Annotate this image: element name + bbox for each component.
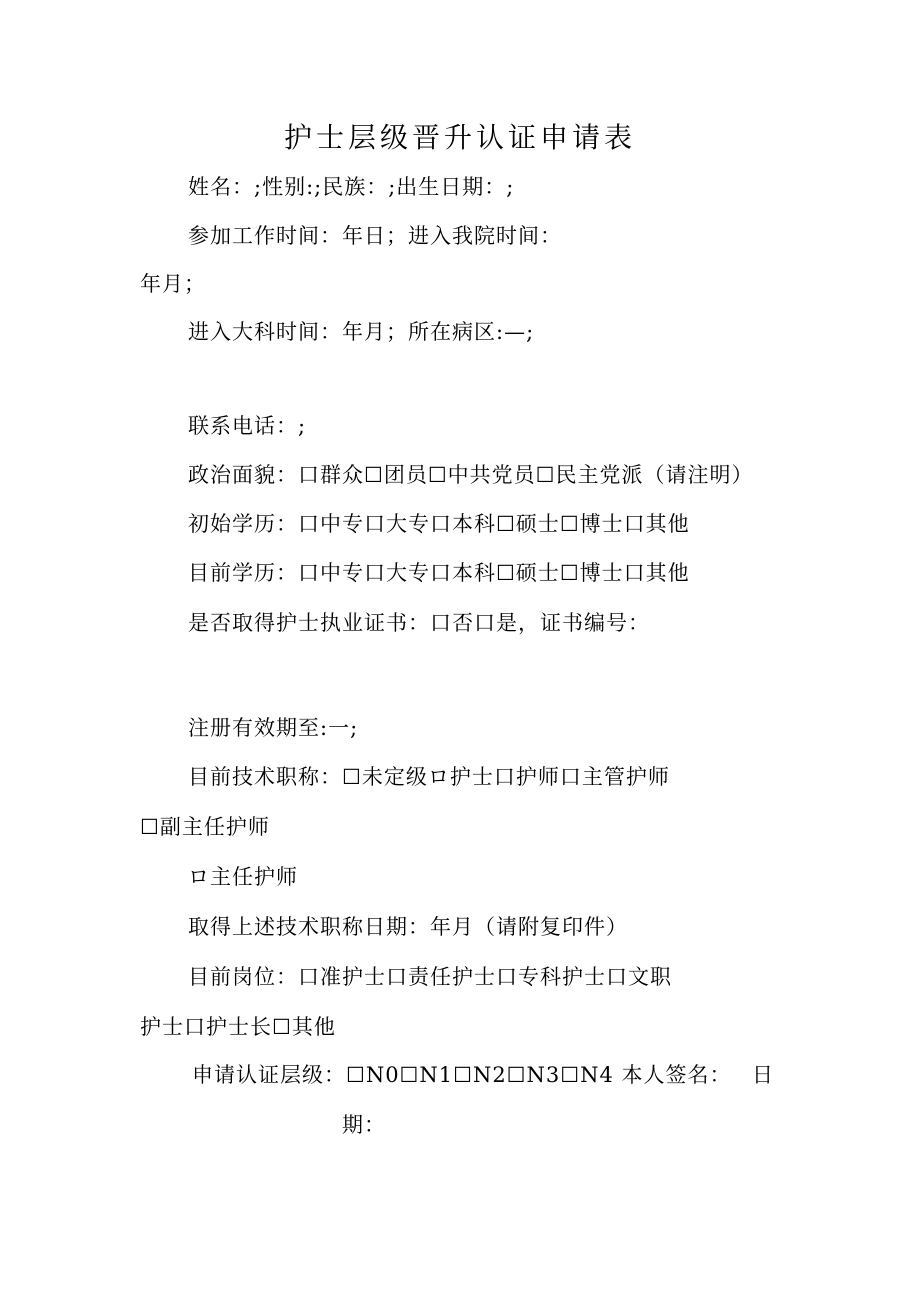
field-current-education: 目前学历：口中专口大专口本科☐硕士☐博士口其他 bbox=[188, 561, 690, 585]
field-department-ward: 进入大科时间：年月；所在病区:—; bbox=[188, 320, 535, 344]
field-title-obtained-date: 取得上述技术职称日期：年月（请附复印件） bbox=[188, 915, 628, 939]
field-technical-title-continuation-2: ロ主任护师 bbox=[188, 865, 298, 889]
field-political-status: 政治面貌：口群众☐团员☐中共党员☐民主党派（请注明） bbox=[188, 463, 754, 487]
field-phone: 联系电话：; bbox=[188, 414, 307, 438]
field-nurse-license: 是否取得护士执业证书：口否口是，证书编号： bbox=[188, 611, 650, 635]
field-initial-education: 初始学历：口中专口大专口本科☐硕士☐博士口其他 bbox=[188, 512, 690, 536]
field-applied-level-signature: 申请认证层级：☐N0☐N1☐N2☐N3☐N4 本人签名： bbox=[192, 1063, 732, 1087]
field-name-gender-ethnicity-birth: 姓名：;性别:;民族：;出生日期：; bbox=[188, 175, 515, 199]
field-technical-title-continuation-1: ☐副主任护师 bbox=[140, 815, 270, 839]
field-date-label-part1: 日 bbox=[752, 1063, 774, 1087]
field-current-position-continuation: 护士口护士长☐其他 bbox=[140, 1015, 336, 1039]
field-hospital-entry-continuation: 年月； bbox=[140, 272, 206, 296]
page-title: 护士层级晋升认证申请表 bbox=[283, 121, 636, 154]
field-current-position: 目前岗位：口准护士口责任护士口专科护士口文职 bbox=[188, 965, 672, 989]
field-technical-title: 目前技术职称：☐未定级ロ护士口护师口主管护师 bbox=[188, 765, 670, 789]
field-date-label-part2: 期： bbox=[342, 1113, 386, 1137]
field-work-start-hospital-entry: 参加工作时间：年日；进入我院时间： bbox=[188, 224, 562, 248]
field-registration-valid-until: 注册有效期至:一; bbox=[188, 716, 359, 740]
